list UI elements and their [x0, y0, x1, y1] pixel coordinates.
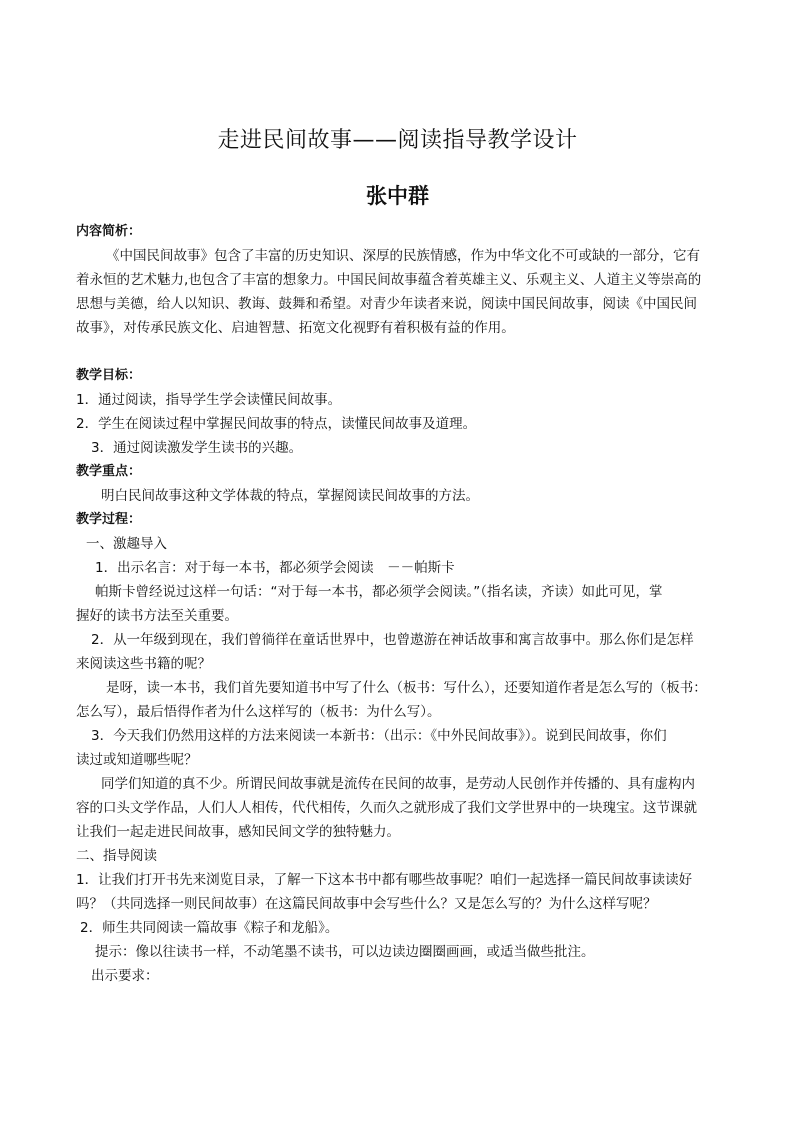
- paragraph-line: 让我们一起走进民间故事，感知民间文学的独特魅力。: [76, 824, 400, 840]
- process-heading: 教学过程：: [76, 512, 142, 527]
- goals-heading: 教学目标：: [76, 368, 142, 383]
- step-line: 1．让我们打开书先来浏览目录，了解一下这本书中都有哪些故事呢？咱们一起选择一篇民间故事读读好: [76, 872, 693, 888]
- paragraph-line: 帕斯卡曾经说过这样一句话：“对于每一本书，都必须学会阅读。”（指名读，齐读）如此可见，掌: [95, 584, 663, 600]
- intro-paragraph: [76, 244, 719, 340]
- hint-line: 提示：像以往读书一样，不动笔墨不读书，可以边读边圈圈画画，或适当做些批注。: [95, 944, 595, 960]
- requirements-line: 出示要求：: [91, 968, 159, 984]
- step-line: 2．从一年级到现在，我们曾徜徉在童话世界中，也曾遨游在神话故事和寓言故事中。那么你们是怎样: [91, 632, 694, 648]
- intro-heading: 内容简析：: [76, 224, 142, 239]
- spacer: [76, 340, 719, 364]
- goal-item: 2．学生在阅读过程中掌握民间故事的特点，读懂民间故事及道理。: [76, 416, 477, 432]
- document-title: 走进民间故事——阅读指导教学设计: [217, 128, 578, 153]
- goal-item: 3．通过阅读激发学生读书的兴趣。: [91, 440, 303, 456]
- paragraph-line: 是呀，读一本书，我们首先要知道书中写了什么（板书：写什么），还要知道作者是怎么写的（板书：: [106, 680, 707, 696]
- paragraph-line: 怎么写），最后悟得作者为什么这样写的（板书：为什么写）。: [76, 704, 441, 720]
- part-heading: 一、激趣导入: [86, 536, 167, 552]
- step-line: 1．出示名言：对于每一本书，都必须学会阅读 －－帕斯卡: [95, 560, 455, 576]
- author-name: 张中群: [366, 184, 429, 208]
- step-line: 2．师生共同阅读一篇故事《粽子和龙船》。: [80, 920, 339, 936]
- goal-item: 1．通过阅读，指导学生学会读懂民间故事。: [76, 392, 342, 408]
- part-heading: 二、指导阅读: [76, 848, 157, 864]
- focus-heading: 教学重点：: [76, 464, 142, 479]
- intro-line: 故事》，对传承民族文化、启迪智慧、拓宽文化视野有着积极有益的作用。: [76, 320, 515, 336]
- focus-text: 明白民间故事这种文学体裁的特点，掌握阅读民间故事的方法。: [101, 488, 479, 504]
- step-line: 读过或知道哪些呢？: [76, 752, 198, 768]
- process-section: [76, 532, 719, 988]
- intro-line: 《中国民间故事》包含了丰富的历史知识、深厚的民族情感，作为中华文化不可或缺的一部分，它有: [106, 248, 700, 264]
- intro-line: 着永恒的艺术魅力,也包含了丰富的想象力。中国民间故事蕴含着英雄主义、乐观主义、人道主义等崇高的: [76, 272, 702, 288]
- step-line: 来阅读这些书籍的呢？: [76, 656, 211, 672]
- paragraph-line: 同学们知道的真不少。所谓民间故事就是流传在民间的故事，是劳动人民创作并传播的、具有虚构内: [101, 776, 695, 792]
- paragraph-line: 握好的读书方法至关重要。: [76, 608, 238, 624]
- intro-line: 思想与美德，给人以知识、教诲、鼓舞和希望。对青少年读者来说，阅读中国民间故事，阅读《中国民间: [76, 296, 697, 312]
- step-line: 吗？（共同选择一则民间故事）在这篇民间故事中会写些什么？又是怎么写的？为什么这样写呢？: [76, 896, 657, 912]
- focus-paragraph: [76, 484, 719, 508]
- paragraph-line: 容的口头文学作品，人们人人相传，代代相传，久而久之就形成了我们文学世界中的一块瑰宝。这节课就: [76, 800, 697, 816]
- goals-list: [76, 388, 719, 460]
- step-line: 3．今天我们仍然用这样的方法来阅读一本新书：（出示：《中外民间故事》）。说到民间故事，你们: [91, 728, 667, 744]
